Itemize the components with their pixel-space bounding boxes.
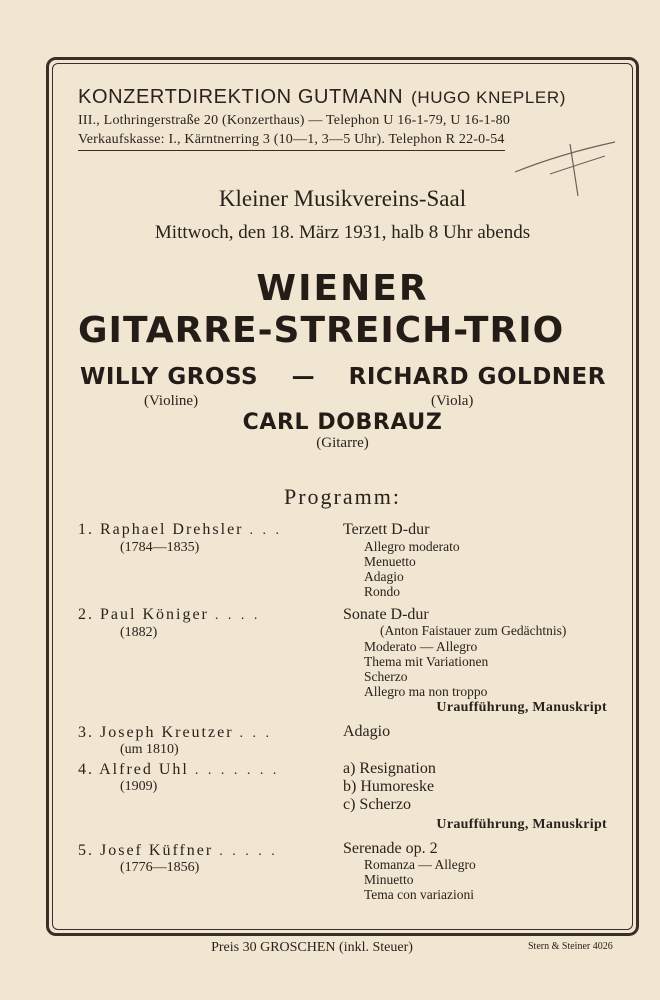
movement: Adagio [364,569,404,584]
agency-sub: (HUGO KNEPLER) [411,88,566,107]
performers-line [80,364,606,390]
leader-dots: . . . . . . . [194,763,280,778]
printer-imprint: Stern & Steiner 4026 [528,941,613,952]
movement: Allegro ma non troppo [364,684,488,699]
instrument-1: (Violine) [144,393,199,409]
movement: Tema con variazioni [364,887,475,902]
leader-dots: . . . . [214,608,261,623]
composer-2-years: (1882) [120,625,158,640]
work-4c: c) Scherzo [343,796,411,813]
movement: Minuetto [364,872,414,887]
performer-2: RICHARD GOLDNER [348,364,606,390]
leader-dots: . . . . . [219,844,278,859]
work-5: Serenade op. 2 [343,840,438,857]
agency-title [78,86,566,109]
performer-3: CARL DOBRAUZ [242,410,443,435]
instrument-2: (Viola) [431,393,474,409]
composer-4-years: (1909) [120,779,158,794]
composer-5 [78,842,278,860]
movement: Allegro moderato [364,539,460,554]
movement: Thema mit Variationen [364,654,489,669]
movement: Moderato — Allegro [364,639,478,654]
work-4b: b) Humoreske [343,778,435,795]
ensemble-title-line1: WIENER [256,268,429,309]
dedication: (Anton Faistauer zum Gedächtnis) [380,623,567,638]
composer-5-name: 5. Josef Küffner [78,842,214,859]
movement: Romanza — Allegro [364,857,476,872]
venue: Kleiner Musikvereins-Saal [218,186,467,211]
performer-1: WILLY GROSS [80,364,259,390]
box-office-line: Verkaufskasse: I., Kärntnerring 3 (10—1, 3—5 Uhr). Telephon R 22-0-54 [78,132,505,151]
work-4a: a) Resignation [343,760,436,777]
program-heading: Programm: [284,484,401,509]
composer-1-years: (1784—1835) [120,540,200,555]
composer-2 [78,606,260,624]
address-line: III., Lothringerstraße 20 (Konzerthaus) — Telephon U 16-1-79, U 16-1-80 [78,113,511,128]
leader-dots: . . . [239,726,273,741]
composer-4-name: 4. Alfred Uhl [78,761,189,778]
instrument-3: (Gitarre) [316,435,369,451]
ensemble-title-line2: GITARRE-STREICH-TRIO [78,310,565,351]
performer-dash: — [291,364,316,390]
leader-dots: . . . [249,523,283,538]
work-3: Adagio [343,723,391,740]
composer-3-name: 3. Joseph Kreutzer [78,724,234,741]
premiere-note: Uraufführung, Manuskript [436,817,607,832]
composer-1-name: 1. Raphael Drehsler [78,521,244,538]
price-note: Preis 30 GROSCHEN (inkl. Steuer) [211,940,413,955]
movement: Rondo [364,584,401,599]
work-2: Sonate D-dur [343,606,429,623]
agency-name: KONZERTDIREKTION GUTMANN [78,86,404,108]
composer-3-years: (um 1810) [120,742,179,757]
work-1: Terzett D-dur [343,521,430,538]
composer-2-name: 2. Paul Königer [78,606,209,623]
composer-3 [78,724,272,742]
movement: Scherzo [364,669,408,684]
composer-1 [78,521,282,539]
premiere-note: Uraufführung, Manuskript [436,700,607,715]
composer-5-years: (1776—1856) [120,860,200,875]
event-datetime: Mittwoch, den 18. März 1931, halb 8 Uhr abends [154,222,531,243]
movement: Menuetto [364,554,416,569]
composer-4 [78,761,279,779]
